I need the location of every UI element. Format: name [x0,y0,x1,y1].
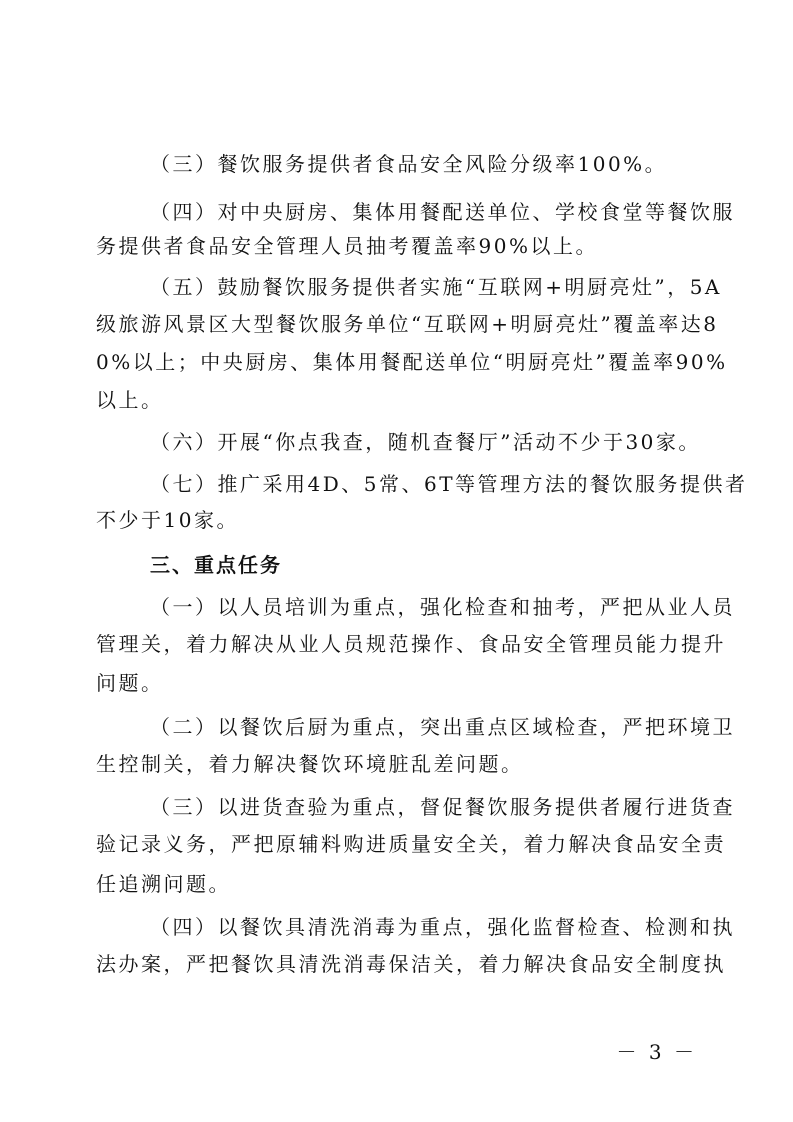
paragraph-line: （七）推广采用4D、5常、6T等管理方法的餐饮服务提供者 [150,472,748,496]
paragraph-line: （五）鼓励餐饮服务提供者实施“互联网+明厨亮灶”，5A [150,275,722,299]
paragraph-line: （四）对中央厨房、集体用餐配送单位、学校食堂等餐饮服 [150,200,735,224]
paragraph-line: （一）以人员培训为重点，强化检查和抽考，严把从业人员 [150,595,735,619]
paragraph-line: （六）开展“你点我查，随机查餐厅”活动不少于30家。 [150,430,701,454]
paragraph-line: 管理关，着力解决从业人员规范操作、食品安全管理员能力提升 [96,632,726,656]
paragraph-line: 不少于10家。 [96,508,239,532]
section-heading: 三、重点任务 [150,553,282,577]
paragraph-line: 任追溯问题。 [96,872,231,896]
paragraph-line: 生控制关，着力解决餐饮环境脏乱差问题。 [96,752,524,776]
paragraph-line: 以上。 [96,388,164,412]
paragraph-line: 问题。 [96,671,164,695]
paragraph-line: （四）以餐饮具清洗消毒为重点，强化监督检查、检测和执 [150,915,735,939]
paragraph-line: （三）以进货查验为重点，督促餐饮服务提供者履行进货查 [150,795,735,819]
paragraph-line: （二）以餐饮后厨为重点，突出重点区域检查，严把环境卫 [150,715,735,739]
paragraph-line: （三）餐饮服务提供者食品安全风险分级率100%。 [150,152,668,176]
paragraph-line: 级旅游风景区大型餐饮服务单位“互联网+明厨亮灶”覆盖率达8 [96,312,719,336]
paragraph-line: 0%以上；中央厨房、集体用餐配送单位“明厨亮灶”覆盖率90% [96,350,728,374]
page-number: － 3 － [616,1040,697,1064]
paragraph-line: 法办案，严把餐饮具清洗消毒保洁关，着力解决食品安全制度执 [96,952,726,976]
paragraph-line: 验记录义务，严把原辅料购进质量安全关，着力解决食品安全责 [96,832,726,856]
paragraph-line: 务提供者食品安全管理人员抽考覆盖率90%以上。 [96,234,598,258]
